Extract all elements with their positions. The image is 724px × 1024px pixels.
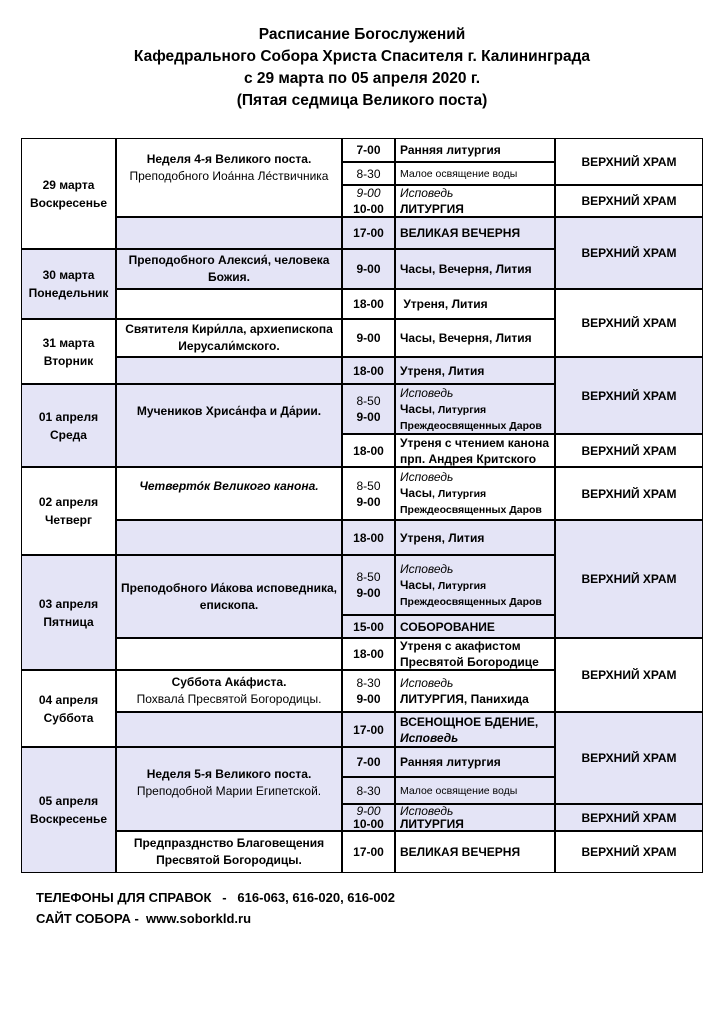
time-value: 10-00 — [353, 816, 384, 831]
service-name: Исповедь — [400, 804, 454, 818]
location-label: ВЕРХНИЙ ХРАМ — [581, 668, 677, 682]
day-weekday: Воскресенье — [29, 195, 107, 210]
time-cell — [342, 831, 395, 873]
service-cell — [395, 638, 555, 670]
service-cell — [395, 138, 555, 162]
service-name: Исповедь — [400, 676, 454, 690]
feast-subtitle: Преподобной Марии Египетской. — [136, 784, 322, 798]
time-cell — [342, 384, 395, 434]
day-date: 04 апреля — [38, 692, 99, 707]
service-name: Исповедь — [400, 730, 459, 745]
service-cell — [395, 434, 555, 467]
location-label: ВЕРХНИЙ ХРАМ — [581, 246, 677, 260]
day-cell — [21, 555, 116, 670]
time-cell — [342, 249, 395, 289]
service-name: Часы, Вечерня, Лития — [400, 331, 532, 345]
service-name: СОБОРОВАНИЕ — [400, 619, 495, 634]
feast-title: Преподобного Иа́кова исповедника, епископа. — [121, 580, 337, 612]
service-cell — [395, 384, 555, 434]
time-value: 15-00 — [353, 619, 384, 634]
time-cell — [342, 138, 395, 162]
location-cell — [555, 804, 703, 831]
time-cell — [342, 747, 395, 777]
day-cell — [21, 747, 116, 873]
time-cell — [342, 434, 395, 467]
day-date: 31 марта — [42, 335, 95, 350]
feast-cell — [116, 384, 342, 467]
service-name: прп. Андрея Критского — [400, 451, 537, 466]
time-value: 18-00 — [353, 443, 384, 458]
day-cell — [21, 249, 116, 319]
day-weekday: Понедельник — [28, 286, 109, 300]
time-value: 17-00 — [353, 845, 384, 859]
location-cell — [555, 520, 703, 638]
day-weekday: Воскресенье — [29, 812, 107, 826]
feast-title: Преподобного Алексия́, человека Божия. — [128, 253, 330, 284]
feast-title: Святителя Кири́лла, архиепископа Иерусали́мского. — [125, 322, 333, 353]
service-cell — [395, 804, 555, 831]
time-value: 8-30 — [356, 783, 381, 798]
day-date: 01 апреля — [38, 409, 99, 424]
time-cell — [342, 555, 395, 615]
day-weekday: Среда — [50, 427, 87, 442]
service-name: ЛИТУРГИЯ — [400, 816, 464, 831]
location-label: ВЕРХНИЙ ХРАМ — [581, 486, 677, 501]
feast-subtitle: Похвала́ Пресвятой Богородицы. — [136, 692, 322, 706]
day-weekday: Пятница — [43, 614, 94, 629]
time-cell — [342, 467, 395, 520]
service-cell — [395, 520, 555, 555]
time-cell — [342, 319, 395, 357]
feast-cell-empty — [116, 520, 342, 555]
feast-cell — [116, 249, 342, 289]
feast-cell — [116, 467, 342, 520]
time-cell — [342, 777, 395, 804]
day-weekday: Суббота — [43, 710, 94, 725]
footer-phones: ТЕЛЕФОНЫ ДЛЯ СПРАВОК - 616-063, 616-020, 616-002 — [36, 890, 396, 905]
service-name: Часы, Вечерня, Лития — [400, 262, 532, 276]
location-cell — [555, 357, 703, 434]
time-value: 9-00 — [356, 262, 381, 276]
feast-cell — [116, 319, 342, 357]
day-cell — [21, 467, 116, 555]
service-name: ВЕЛИКАЯ ВЕЧЕРНЯ — [400, 226, 521, 240]
feast-cell — [116, 555, 342, 638]
location-label: ВЕРХНИЙ ХРАМ — [581, 751, 677, 765]
feast-title: Неделя 5-я Великого поста. — [146, 767, 312, 781]
service-name: Ранняя литургия — [400, 143, 501, 157]
title-line-2: Кафедрального Собора Христа Спасителя г. Калининграда — [133, 48, 591, 65]
title-line-1: Расписание Богослужений — [258, 26, 466, 43]
footer — [36, 887, 395, 929]
service-name: ВСЕНОЩНОЕ БДЕНИЕ, — [400, 714, 539, 729]
location-label: ВЕРХНИЙ ХРАМ — [581, 845, 677, 859]
service-cell — [395, 712, 555, 747]
time-value: 9-00 — [356, 186, 381, 200]
time-cell — [342, 162, 395, 185]
service-cell — [395, 289, 555, 319]
feast-title: Четверто́к Великого канона. — [139, 479, 319, 493]
location-label: ВЕРХНИЙ ХРАМ — [581, 443, 677, 458]
time-cell — [342, 357, 395, 384]
time-value: 9-00 — [356, 692, 381, 706]
feast-cell-empty — [116, 638, 342, 670]
service-cell — [395, 319, 555, 357]
feast-cell — [116, 831, 342, 873]
service-name: Преждеосвященных Даров — [400, 595, 542, 608]
location-cell — [555, 638, 703, 712]
time-value: 8-50 — [356, 570, 381, 584]
service-cell — [395, 670, 555, 712]
time-cell — [342, 289, 395, 319]
feast-title: Предпразднство Благовещения Пресвятой Богородицы. — [133, 836, 325, 867]
time-cell — [342, 804, 395, 831]
service-name: Исповедь — [400, 186, 454, 200]
day-date: 29 марта — [42, 177, 95, 192]
service-name: Утреня с чтением канона — [400, 435, 549, 450]
day-cell — [21, 319, 116, 384]
feast-cell — [116, 138, 342, 217]
feast-cell — [116, 747, 342, 831]
time-value: 9-00 — [356, 804, 381, 818]
time-cell — [342, 520, 395, 555]
location-label: ВЕРХНИЙ ХРАМ — [581, 154, 677, 169]
time-value: 7-00 — [356, 755, 381, 769]
service-name: Часы — [400, 401, 433, 416]
feast-title: Неделя 4-я Великого поста. — [146, 152, 312, 166]
time-value: 9-00 — [356, 494, 381, 509]
title-line-4: (Пятая седмица Великого поста) — [236, 92, 488, 109]
service-cell — [395, 747, 555, 777]
service-cell — [395, 185, 555, 217]
day-cell — [21, 384, 116, 467]
service-name: Утреня, Лития — [400, 363, 485, 378]
time-value: 8-50 — [356, 394, 381, 408]
service-cell — [395, 249, 555, 289]
time-value: 10-00 — [353, 202, 384, 216]
time-value: 18-00 — [353, 297, 384, 311]
service-name: Преждеосвященных Даров — [400, 504, 542, 516]
location-cell — [555, 434, 703, 467]
time-value: 17-00 — [353, 226, 384, 240]
feast-title: Мучеников Хриса́нфа и Да́рии. — [136, 404, 322, 418]
service-name: ВЕЛИКАЯ ВЕЧЕРНЯ — [400, 845, 521, 859]
time-cell — [342, 185, 395, 217]
service-cell — [395, 357, 555, 384]
location-cell — [555, 217, 703, 289]
location-label: ВЕРХНИЙ ХРАМ — [581, 388, 677, 403]
service-name: Преждеосвященных Даров — [400, 419, 542, 432]
day-weekday: Четверг — [44, 513, 93, 527]
footer-site: САЙТ СОБОРА - www.soborkld.ru — [36, 911, 252, 926]
service-cell — [395, 467, 555, 520]
service-cell — [395, 217, 555, 249]
feast-cell-empty — [116, 289, 342, 319]
day-date: 03 апреля — [38, 596, 99, 611]
title-line-3: с 29 марта по 05 апреля 2020 г. — [243, 70, 481, 87]
time-value: 18-00 — [353, 647, 384, 661]
time-value: 8-30 — [356, 676, 381, 690]
location-label: ВЕРХНИЙ ХРАМ — [581, 316, 677, 330]
time-cell — [342, 670, 395, 712]
time-cell — [342, 712, 395, 747]
time-value: 18-00 — [353, 530, 384, 545]
day-cell — [21, 138, 116, 249]
service-name: , Литургия — [432, 579, 487, 592]
day-date: 30 марта — [42, 268, 95, 282]
service-name: , Литургия — [432, 488, 487, 500]
day-cell — [21, 670, 116, 747]
service-name: Исповедь — [400, 385, 454, 400]
feast-cell-empty — [116, 357, 342, 384]
day-weekday: Вторник — [43, 353, 94, 368]
service-name: Ранняя литургия — [400, 755, 501, 769]
service-name: Малое освящение воды — [400, 784, 518, 797]
location-cell — [555, 289, 703, 357]
service-cell — [395, 162, 555, 185]
service-name: , Литургия — [432, 403, 487, 416]
service-name: ЛИТУРГИЯ, Панихида — [400, 692, 529, 706]
service-cell — [395, 555, 555, 615]
time-value: 7-00 — [356, 143, 381, 157]
location-cell — [555, 185, 703, 217]
location-cell — [555, 712, 703, 804]
service-name: Утреня, Лития — [400, 297, 488, 311]
day-date: 05 апреля — [38, 794, 99, 808]
service-name: Малое освящение воды — [400, 167, 518, 180]
service-cell — [395, 831, 555, 873]
location-label: ВЕРХНИЙ ХРАМ — [581, 194, 677, 208]
location-cell — [555, 138, 703, 185]
service-name: Утреня, Лития — [400, 530, 485, 545]
feast-cell-empty — [116, 712, 342, 747]
service-name: Пресвятой Богородице — [400, 655, 539, 669]
time-cell — [342, 638, 395, 670]
feast-title: Суббота Ака́фиста. — [171, 675, 287, 689]
location-cell — [555, 467, 703, 520]
feast-cell-empty — [116, 217, 342, 249]
time-cell — [342, 615, 395, 638]
time-value: 8-30 — [356, 166, 381, 181]
service-name: Утреня с акафистом — [400, 639, 521, 653]
service-name: Исповедь — [400, 470, 454, 484]
service-cell — [395, 777, 555, 804]
feast-cell — [116, 670, 342, 712]
time-value: 8-50 — [356, 478, 381, 493]
service-cell — [395, 615, 555, 638]
time-value: 9-00 — [356, 331, 381, 345]
day-date: 02 апреля — [38, 495, 99, 509]
feast-subtitle: Преподобного Иоа́нна Ле́ствичника — [129, 169, 329, 183]
time-value: 18-00 — [353, 363, 384, 378]
service-name: Часы — [400, 486, 433, 500]
time-value: 17-00 — [353, 722, 384, 737]
time-cell — [342, 217, 395, 249]
time-value: 9-00 — [356, 586, 381, 600]
service-name: Часы — [400, 577, 433, 592]
service-name: Исповедь — [400, 561, 454, 576]
location-cell — [555, 831, 703, 873]
location-label: ВЕРХНИЙ ХРАМ — [581, 810, 677, 825]
location-label: ВЕРХНИЙ ХРАМ — [581, 572, 677, 586]
service-name: ЛИТУРГИЯ — [400, 202, 464, 216]
time-value: 9-00 — [356, 410, 381, 424]
